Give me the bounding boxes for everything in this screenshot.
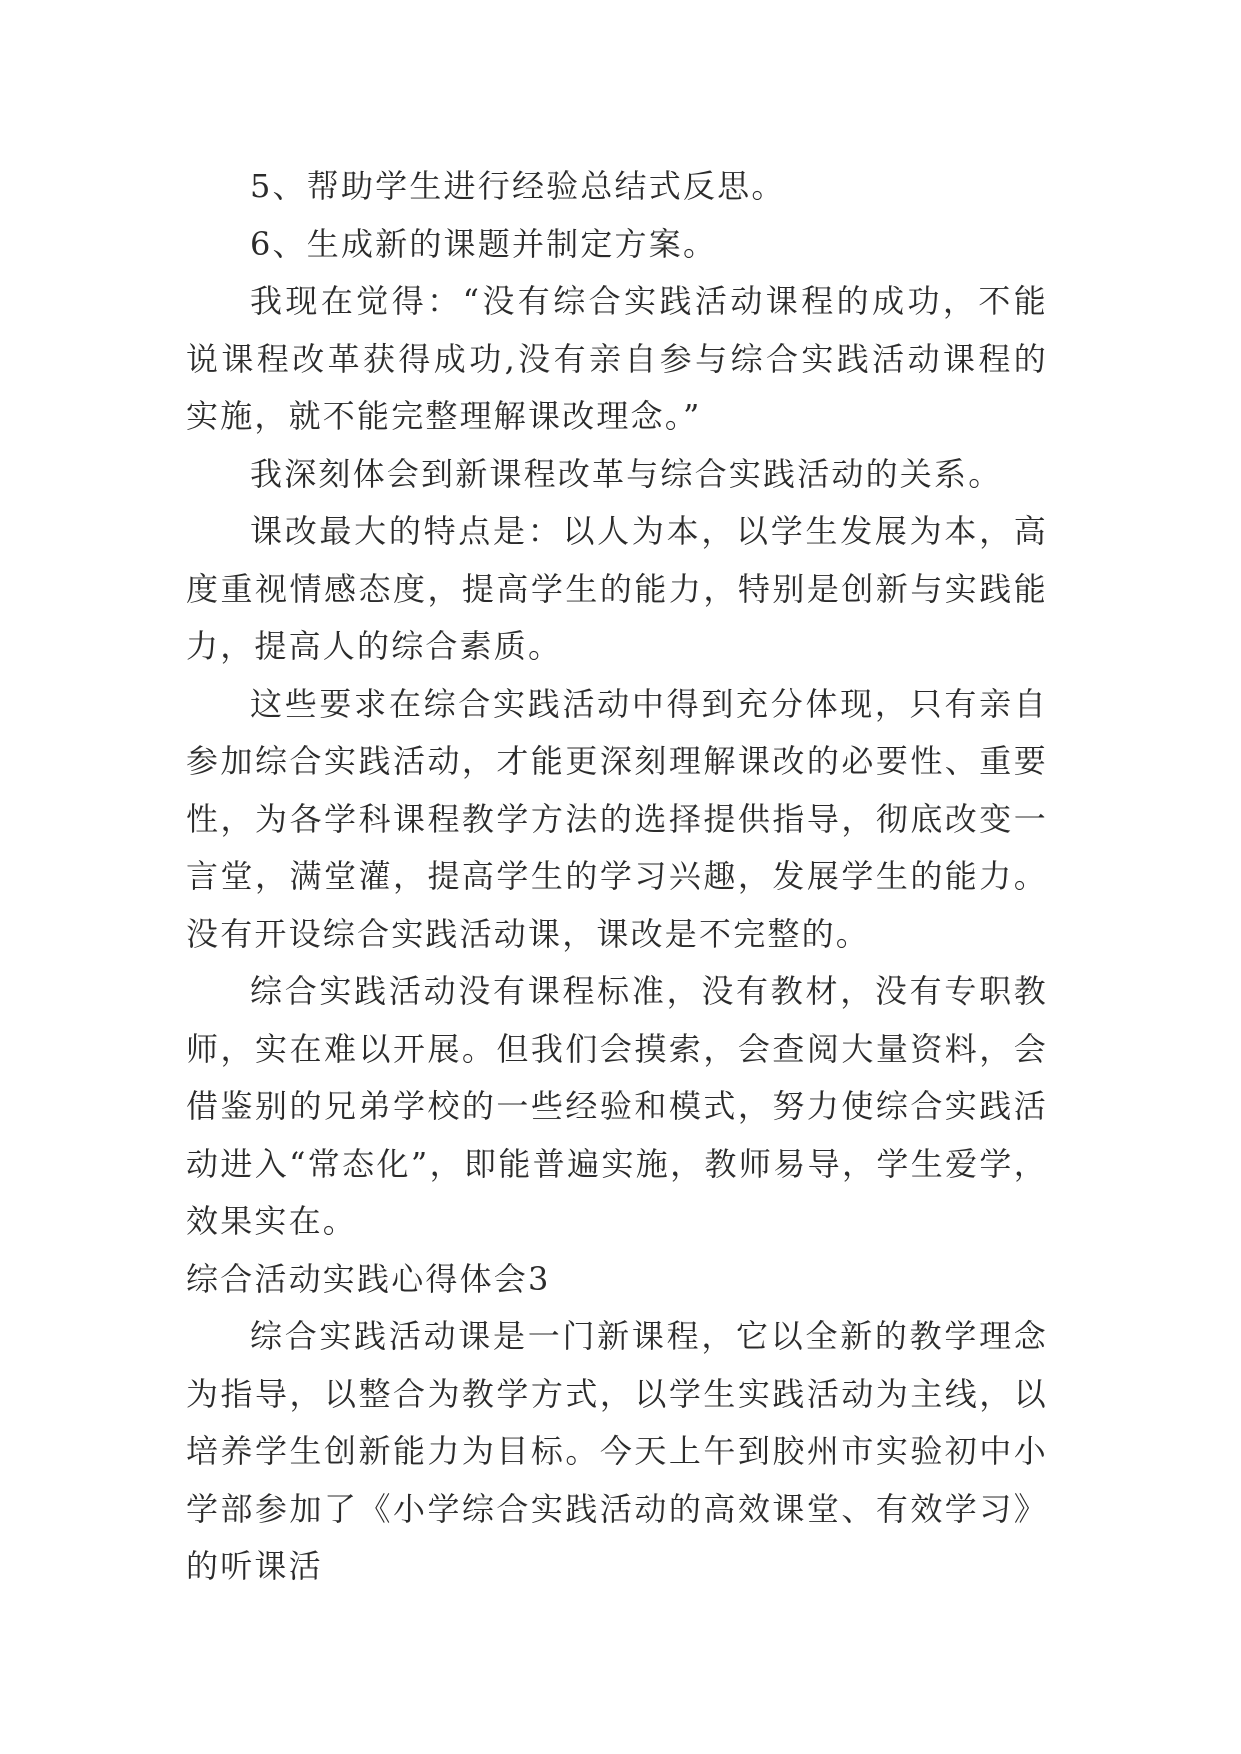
paragraph-challenges: 综合实践活动没有课程标准，没有教材，没有专职教师，实在难以开展。但我们会摸索，会查阅大量资料，会借鉴别的兄弟学校的一些经验和模式，努力使综合实践活动进入“常态化”，即能普遍实施，教师易导，学生爱学，效果实在。 xyxy=(186,972,1048,1240)
section-heading: 综合活动实践心得体会3 xyxy=(186,1259,551,1298)
paragraph-requirements: 这些要求在综合实践活动中得到充分体现，只有亲自参加综合实践活动，才能更深刻理解课改的必要性、重要性，为各学科课程教学方法的选择提供指导，彻底改变一言堂，满堂灌，提高学生的学习兴趣，发展学生的能力。没有开设综合实践活动课，课改是不完整的。 xyxy=(186,684,1048,953)
document-body xyxy=(186,158,1048,1596)
paragraph-step-5: 5、帮助学生进行经验总结式反思。 xyxy=(250,167,786,205)
paragraph-relationship: 我深刻体会到新课程改革与综合实践活动的关系。 xyxy=(250,454,1003,493)
paragraph-section-intro: 综合实践活动课是一门新课程，它以全新的教学理念为指导，以整合为教学方式，以学生实践活动为主线，以培养学生创新能力为目标。今天上午到胶州市实验初中小学部参加了《小学综合实践活动的高效课堂、有效学习》的听课活 xyxy=(186,1317,1048,1585)
paragraph-step-6: 6、生成新的课题并制定方案。 xyxy=(250,224,718,263)
paragraph-reform-features: 课改最大的特点是：以人为本，以学生发展为本，高度重视情感态度，提高学生的能力，特别是创新与实践能力，提高人的综合素质。 xyxy=(186,512,1048,665)
paragraph-quote: 我现在觉得：“没有综合实践活动课程的成功，不能说课程改革获得成功,没有亲自参与综合实践活动课程的实施，就不能完整理解课改理念。” xyxy=(186,282,1048,435)
